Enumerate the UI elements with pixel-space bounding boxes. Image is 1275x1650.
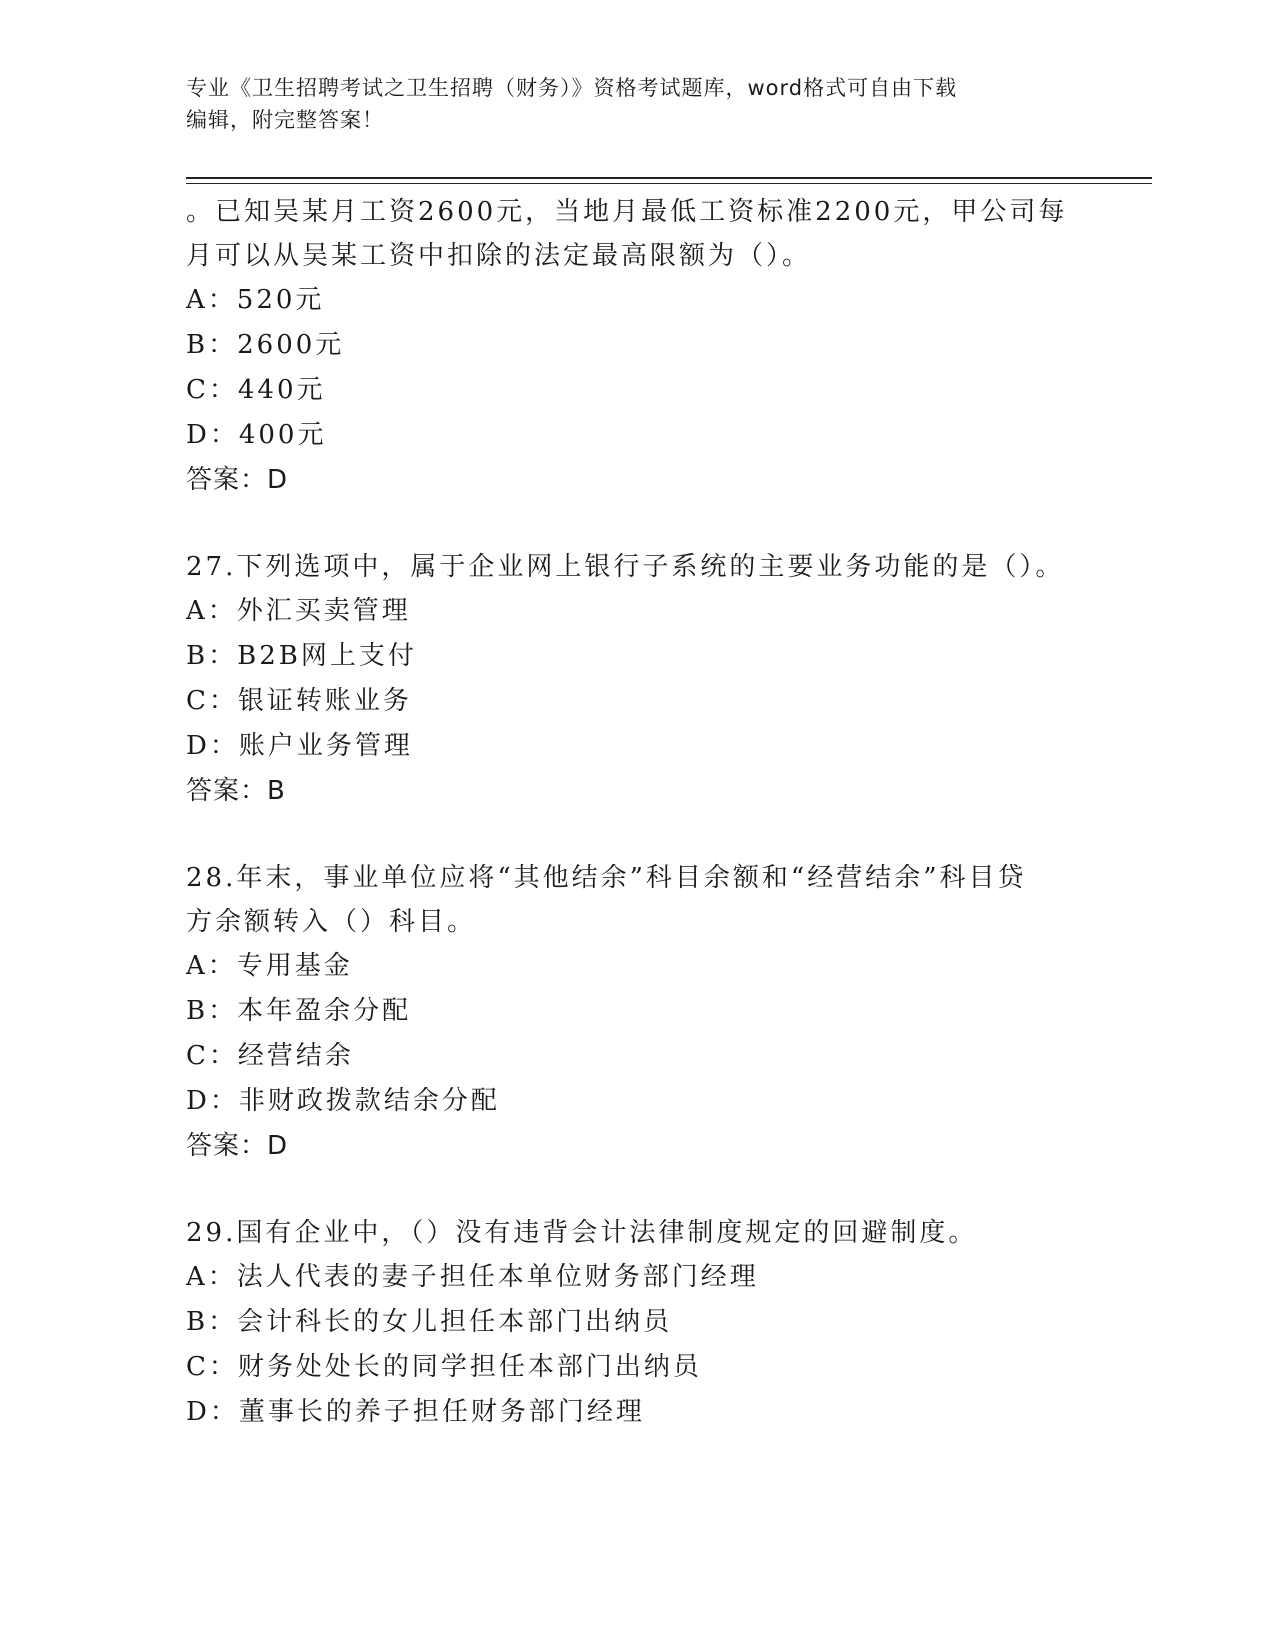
option-c: C：经营结余	[186, 1041, 354, 1071]
header-line-2: 编辑，附完整答案！	[186, 108, 384, 132]
option-b: B：会计科长的女儿担任本部门出纳员	[186, 1307, 673, 1337]
option-a: A：外汇买卖管理	[186, 596, 411, 626]
question-item	[186, 545, 1086, 814]
header-line-1: 专业《卫生招聘考试之卫生招聘（财务）》资格考试题库，word格式可自由下载	[186, 76, 958, 100]
option-d: D：账户业务管理	[186, 731, 413, 761]
question-text-line: 27.下列选项中，属于企业网上银行子系统的主要业务功能的是（）。	[186, 552, 1065, 582]
question-text-line: 月可以从吴某工资中扣除的法定最高限额为（）。	[186, 241, 812, 271]
option-d: D：400元	[186, 420, 327, 450]
document-header	[186, 72, 1086, 136]
option-d: D：董事长的养子担任财务部门经理	[186, 1397, 645, 1427]
option-b: B：B2B网上支付	[186, 641, 417, 671]
option-b: B：本年盈余分配	[186, 996, 412, 1026]
question-text-line: 。已知吴某月工资2600元，当地月最低工资标准2200元，甲公司每	[186, 197, 1068, 227]
question-text-line: 29.国有企业中，（）没有违背会计法律制度规定的回避制度。	[186, 1218, 978, 1248]
question-text-line: 方余额转入（）科目。	[186, 907, 477, 937]
option-d: D：非财政拨款结余分配	[186, 1086, 500, 1116]
question-text-line: 28.年末，事业单位应将“其他结余”科目余额和“经营结余”科目贷	[186, 863, 1027, 893]
spacer	[186, 814, 1086, 856]
question-item	[186, 190, 1086, 503]
option-b: B：2600元	[186, 330, 345, 360]
answer-text: 答案：D	[186, 1131, 289, 1161]
option-c: C：银证转账业务	[186, 686, 412, 716]
spacer	[186, 503, 1086, 545]
question-item	[186, 856, 1086, 1169]
question-item	[186, 1211, 1086, 1435]
header-divider-thick	[186, 177, 1152, 179]
header-divider-thin	[186, 183, 1152, 184]
option-c: C：财务处处长的同学担任本部门出纳员	[186, 1352, 702, 1382]
option-a: A：法人代表的妻子担任本单位财务部门经理	[186, 1262, 759, 1292]
question-list	[186, 190, 1086, 1435]
spacer	[186, 1169, 1086, 1211]
option-a: A：520元	[186, 285, 325, 315]
option-c: C：440元	[186, 375, 326, 405]
answer-text: 答案：B	[186, 776, 286, 806]
answer-text: 答案：D	[186, 465, 289, 495]
option-a: A：专用基金	[186, 951, 353, 981]
